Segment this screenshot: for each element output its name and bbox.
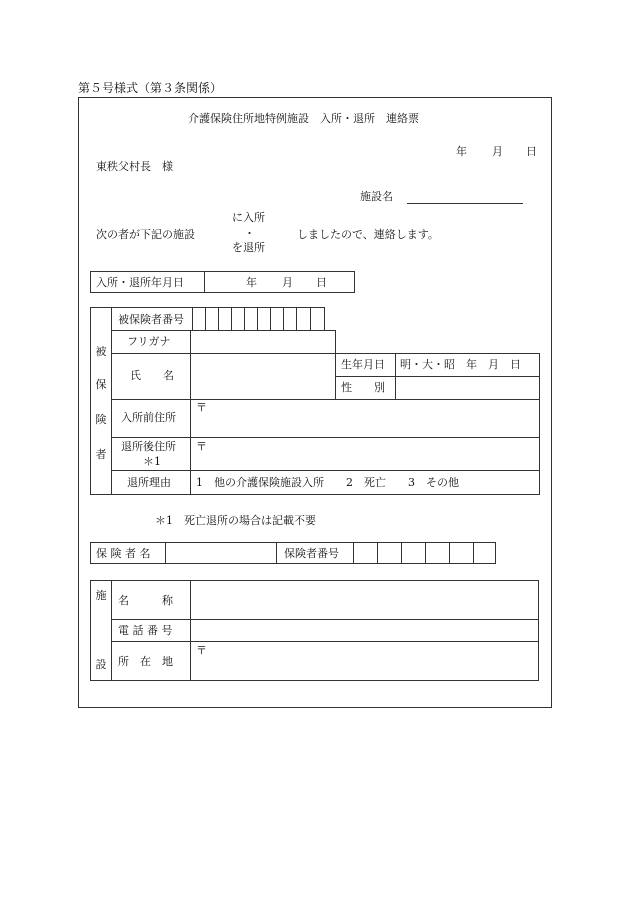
insured-number-cell-line	[324, 307, 325, 330]
insured-side-char: 被	[95, 345, 107, 358]
facility-name-line	[407, 203, 523, 204]
prev-address-field[interactable]	[191, 400, 539, 437]
date-day-unit: 日	[526, 145, 537, 158]
facility-name-label: 施設名	[360, 190, 393, 203]
insurer-divider	[276, 542, 277, 564]
post-address-field[interactable]	[191, 438, 539, 470]
post-address-note: ＊1	[143, 455, 161, 468]
admission-month-unit: 月	[282, 276, 293, 289]
insured-side-char: 保	[95, 378, 107, 391]
facility-name-row-label: 名 称	[118, 594, 173, 607]
insurer-number-field[interactable]	[354, 543, 495, 563]
insured-side-char: 者	[95, 448, 107, 461]
admission-year-unit: 年	[246, 276, 257, 289]
admission-day-unit: 日	[316, 276, 327, 289]
insurer-name-field[interactable]	[166, 543, 276, 563]
gender-label: 性 別	[341, 381, 385, 394]
facility-address-field[interactable]	[191, 642, 539, 680]
admission-date-label: 入所・退所年月日	[96, 276, 184, 289]
insured-right-edge	[539, 353, 540, 495]
form-title: 介護保険住所地特例施設 入所・退所 連絡票	[188, 112, 419, 125]
form-number: 第５号様式（第３条関係）	[78, 81, 223, 95]
reason-label: 退所理由	[127, 476, 171, 489]
gender-field[interactable]	[396, 377, 539, 399]
post-postal-mark: 〒	[196, 440, 207, 453]
prev-postal-mark: 〒	[196, 401, 207, 414]
facility-side-divider	[111, 580, 112, 681]
admission-date-field[interactable]	[205, 272, 354, 292]
insurer-name-label: 保 険 者 名	[96, 547, 151, 560]
facility-phone-field[interactable]	[191, 620, 539, 641]
insured-side-char: 険	[95, 413, 107, 426]
insured-name-right-divider	[335, 330, 336, 399]
insured-row5-line	[111, 470, 539, 471]
notice-option-discharge[interactable]: を退所	[232, 241, 265, 254]
facility-side-char: 施	[95, 589, 107, 602]
birth-value[interactable]: 明・大・昭 年 月 日	[400, 358, 521, 371]
reason-options[interactable]: 1 他の介護保険施設入所 2 死亡 3 その他	[196, 476, 459, 489]
date-year-unit: 年	[456, 145, 467, 158]
facility-phone-label: 電 話 番 号	[118, 624, 173, 637]
insured-side-divider	[111, 307, 112, 495]
name-label: 氏 名	[130, 369, 174, 382]
notice-option-admit[interactable]: に入所	[232, 211, 265, 224]
furigana-label: フリガナ	[127, 335, 171, 348]
insurer-number-label: 保険者番号	[284, 547, 339, 560]
date-month-unit: 月	[492, 145, 503, 158]
insured-number-field[interactable]	[193, 308, 324, 330]
post-address-label: 退所後住所	[121, 440, 176, 453]
notice-suffix: しましたので、連絡します。	[297, 228, 439, 241]
prev-address-label: 入所前住所	[121, 411, 176, 424]
facility-name-row-field[interactable]	[191, 581, 539, 619]
facility-name-field[interactable]	[407, 188, 523, 203]
insured-number-label: 被保険者番号	[118, 313, 184, 326]
facility-address-label: 所 在 地	[118, 655, 173, 668]
addressee: 東秩父村長 様	[96, 160, 173, 173]
furigana-field[interactable]	[191, 331, 335, 353]
birth-label: 生年月日	[341, 358, 385, 371]
facility-side-char: 設	[95, 658, 107, 671]
notice-prefix: 次の者が下記の施設	[96, 228, 195, 241]
name-field[interactable]	[191, 354, 335, 399]
notice-option-dot: ・	[244, 227, 255, 240]
footnote: ＊1 死亡退所の場合は記載不要	[155, 514, 316, 527]
facility-postal-mark: 〒	[196, 644, 207, 657]
